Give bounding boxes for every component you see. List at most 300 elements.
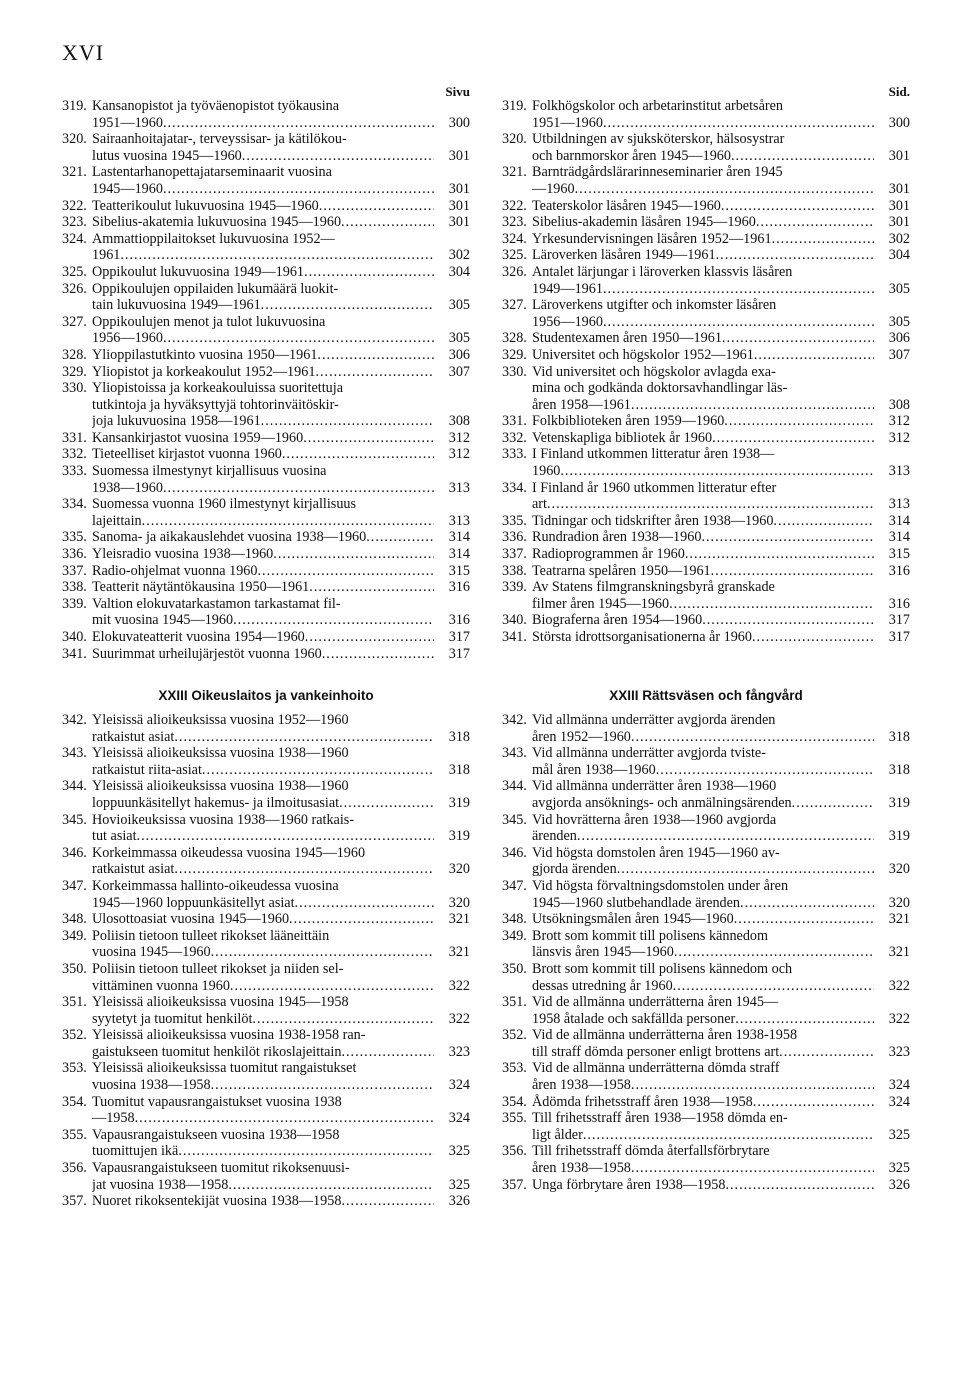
entry-body [92, 745, 470, 778]
entry-line [532, 314, 910, 331]
entry-number: 335. [62, 529, 87, 546]
entry-text: Biograferna åren 1954—1960 [532, 612, 703, 629]
dot-leader [303, 430, 434, 447]
page-ref: 320 [888, 861, 910, 878]
entry-body [532, 712, 910, 745]
entry-line [532, 579, 910, 596]
page-ref: 325 [448, 1176, 470, 1193]
entry-text: Folkbiblioteken åren 1959—1960 [532, 413, 725, 430]
toc-entry [502, 928, 910, 961]
entry-text: ratkaistut asiat [92, 861, 175, 878]
entry-text: Yleisissä alioikeuksissa tuomitut rangaistukset [92, 1060, 357, 1077]
entry-line [92, 1110, 470, 1127]
entry-text: 1956—1960 [532, 313, 603, 330]
entry-body [92, 198, 470, 215]
entry-text: jat vuosina 1938—1958 [92, 1176, 229, 1193]
entry-number: 336. [502, 529, 527, 546]
entry-text: Yleisissä alioikeuksissa vuosina 1945—1958 [92, 994, 349, 1011]
entry-text: Suurimmat urheilujärjestöt vuonna 1960 [92, 645, 322, 662]
entry-text: Oppikoulujen oppilaiden lukumäärä luokit- [92, 280, 339, 297]
entry-body [92, 364, 470, 381]
entry-body [532, 347, 910, 364]
dot-leader [701, 529, 874, 546]
entry-line [532, 1160, 910, 1177]
entry-body [92, 646, 470, 663]
entry-body [92, 994, 470, 1027]
toc-entry [62, 546, 470, 563]
entry-text: Vid högsta förvaltningsdomstolen under åren [532, 877, 789, 894]
entry-body [92, 712, 470, 745]
dot-leader [722, 330, 874, 347]
entry-line [92, 1011, 470, 1028]
entry-body [532, 579, 910, 612]
entry-text: tutkintoja ja hyväksyttyjä tohtorinväitöskir- [92, 396, 339, 413]
entry-line [92, 629, 470, 646]
entry-line [532, 612, 910, 629]
page-ref: 301 [888, 197, 910, 214]
entry-number: 350. [502, 960, 527, 977]
entry-body [532, 330, 910, 347]
entry-number: 328. [62, 346, 87, 363]
dot-leader [575, 181, 874, 198]
entry-line [532, 944, 910, 961]
entry-text: åren 1952—1960 [532, 728, 631, 745]
entry-text: Vid de allmänna underrätterna åren 1945— [532, 994, 779, 1011]
entry-number: 323. [502, 214, 527, 231]
entry-line [532, 745, 910, 762]
entry-number: 331. [62, 429, 87, 446]
toc-entry [502, 364, 910, 414]
dot-leader [341, 1044, 434, 1061]
entry-text: Sibelius-akatemia lukuvuosina 1945—1960 [92, 214, 342, 231]
entry-number: 343. [502, 745, 527, 762]
section-title: XXIII Rättsväsen och fångvård [609, 688, 803, 703]
entry-text: syytetyt ja tuomitut henkilöt [92, 1010, 253, 1027]
entry-number: 320. [62, 131, 87, 148]
dot-leader [322, 646, 434, 663]
entry-line [532, 911, 910, 928]
entry-text: vuosina 1938—1958 [92, 1077, 211, 1094]
entry-body [92, 579, 470, 596]
entry-body [92, 380, 470, 430]
page-ref: 300 [888, 114, 910, 131]
entry-line [532, 712, 910, 729]
dot-leader [137, 828, 434, 845]
entry-body [532, 131, 910, 164]
page-ref: 313 [888, 496, 910, 513]
page-ref: 304 [448, 263, 470, 280]
entry-text: Sibelius-akademin läsåren 1945—1960 [532, 214, 756, 231]
toc-entry [502, 513, 910, 530]
entry-text: Universitet och högskolor 1952—1961 [532, 346, 754, 363]
page-ref: 319 [888, 828, 910, 845]
dot-leader [724, 413, 874, 430]
toc-entry [62, 646, 470, 663]
entry-body [92, 1060, 470, 1093]
entry-line [532, 812, 910, 829]
entry-body [92, 231, 470, 264]
entry-number: 354. [502, 1093, 527, 1110]
page-ref: 316 [888, 562, 910, 579]
page-ref: 301 [448, 197, 470, 214]
entry-text: ratkaistut asiat [92, 728, 175, 745]
dot-leader [772, 231, 874, 248]
entry-number: 333. [62, 463, 87, 480]
entry-text: Oppikoulut lukuvuosina 1949—1961 [92, 263, 305, 280]
entry-text: Poliisin tietoon tulleet rikokset ja niiden sel- [92, 960, 344, 977]
entry-line [532, 364, 910, 381]
entry-text: Till frihetsstraff dömda återfallsförbrytare [532, 1143, 770, 1160]
entry-number: 322. [62, 197, 87, 214]
entry-line [532, 480, 910, 497]
entry-number: 345. [62, 811, 87, 828]
entry-line [92, 247, 470, 264]
section-title: XXIII Oikeuslaitos ja vankeinhoito [158, 688, 374, 703]
entry-number: 326. [502, 263, 527, 280]
dot-leader [341, 214, 434, 231]
dot-leader [273, 546, 434, 563]
entry-body [532, 264, 910, 297]
entry-text: Yliopistot ja korkeakoulut 1952—1961 [92, 363, 316, 380]
entry-line [92, 297, 470, 314]
entry-text: filmer åren 1945—1960 [532, 595, 670, 612]
dot-leader [656, 762, 874, 779]
entry-body [532, 1110, 910, 1143]
entry-text: 1958 åtalade och sakfällda personer [532, 1010, 736, 1027]
page-ref: 308 [888, 396, 910, 413]
entry-text: Yleisissä alioikeuksissa vuosina 1938-1958 ran- [92, 1027, 366, 1044]
entry-text: Av Statens filmgranskningsbyrå granskade [532, 579, 775, 596]
page-ref: 302 [888, 230, 910, 247]
page-ref: 301 [448, 180, 470, 197]
page-ref: 307 [888, 346, 910, 363]
entry-number: 354. [62, 1093, 87, 1110]
entry-text: och barnmorskor åren 1945—1960 [532, 147, 731, 164]
entry-number: 332. [62, 446, 87, 463]
toc-entry [62, 1060, 470, 1093]
dot-leader [261, 413, 434, 430]
entry-body [92, 529, 470, 546]
entry-text: Suomessa vuonna 1960 ilmestynyt kirjallisuus [92, 496, 357, 513]
entry-number: 347. [502, 877, 527, 894]
entry-body [532, 480, 910, 513]
entry-number: 324. [62, 230, 87, 247]
entry-number: 352. [62, 1027, 87, 1044]
entry-body [532, 778, 910, 811]
entry-text: gaistukseen tuomitut henkilöt rikoslajeittain [92, 1043, 342, 1060]
finnish-column [62, 84, 470, 1354]
entry-body [92, 911, 470, 928]
entry-number: 346. [62, 844, 87, 861]
entry-text: Yleisissä alioikeuksissa vuosina 1952—1960 [92, 712, 349, 728]
page-ref: 313 [888, 463, 910, 480]
column-head: Sid. [888, 84, 910, 99]
toc-entry [62, 198, 470, 215]
toc-entry [502, 480, 910, 513]
toc-list-top [502, 98, 910, 646]
page-ref: 322 [448, 1010, 470, 1027]
entry-text: lutus vuosina 1945—1960 [92, 147, 242, 164]
entry-text: tuomittujen ikä [92, 1143, 179, 1160]
entry-number: 334. [62, 496, 87, 513]
entry-body [532, 446, 910, 479]
entry-line [532, 895, 910, 912]
entry-body [92, 1094, 470, 1127]
toc-entry [62, 231, 470, 264]
entry-number: 339. [62, 595, 87, 612]
entry-line [92, 164, 470, 181]
entry-body [92, 347, 470, 364]
entry-line [532, 778, 910, 795]
dot-leader [631, 1160, 874, 1177]
entry-line [92, 513, 470, 530]
entry-body [532, 430, 910, 447]
entry-line [92, 812, 470, 829]
page-ref: 307 [448, 363, 470, 380]
toc-entry [62, 579, 470, 596]
page-ref: 321 [888, 911, 910, 928]
entry-body [532, 1177, 910, 1194]
dot-leader [685, 546, 874, 563]
entry-text: 1945—1960 loppuunkäsitellyt asiat [92, 894, 295, 911]
entry-line [92, 231, 470, 248]
page-ref: 319 [888, 794, 910, 811]
entry-line [532, 861, 910, 878]
entry-line [532, 529, 910, 546]
toc-entry [502, 131, 910, 164]
entry-number: 340. [502, 612, 527, 629]
page-ref: 317 [888, 629, 910, 645]
entry-text: Teatterikoulut lukuvuosina 1945—1960 [92, 197, 319, 214]
entry-text: Läroverkens utgifter och inkomster läsåren [532, 297, 777, 314]
entry-line [532, 1177, 910, 1194]
entry-text: Yliopistoissa ja korkeakouluissa suoritettuja [92, 380, 344, 397]
toc-entry [62, 1127, 470, 1160]
entry-line [92, 1044, 470, 1061]
entry-line [532, 563, 910, 580]
toc-entry [502, 1060, 910, 1093]
entry-text: Teatterit näytäntökausina 1950—1961 [92, 579, 310, 596]
dot-leader [792, 795, 874, 812]
page-ref: 306 [888, 330, 910, 347]
entry-number: 349. [62, 927, 87, 944]
dot-leader [560, 463, 874, 480]
toc-entry [62, 314, 470, 347]
entry-line [532, 1044, 910, 1061]
toc-entry [502, 330, 910, 347]
entry-text: Lastentarhanopettajatarseminaarit vuosina [92, 164, 332, 181]
toc-entry [502, 264, 910, 297]
entry-text: mit vuosina 1945—1960 [92, 612, 234, 629]
entry-line [532, 513, 910, 530]
entry-number: 353. [62, 1060, 87, 1077]
entry-text: gjorda ärenden [532, 861, 617, 878]
entry-number: 331. [502, 413, 527, 430]
entry-body [92, 1027, 470, 1060]
toc-entry [502, 563, 910, 580]
page-ref: 301 [888, 180, 910, 197]
entry-text: åren 1938—1958 [532, 1160, 631, 1177]
toc-entry [502, 413, 910, 430]
entry-body [532, 247, 910, 264]
toc-entry [502, 629, 910, 646]
entry-number: 327. [62, 313, 87, 330]
toc-entry [62, 380, 470, 430]
entry-line [92, 496, 470, 513]
entry-text: tain lukuvuosina 1949—1961 [92, 297, 261, 314]
entry-text: Brott som kommit till polisens kännedom och [532, 960, 793, 977]
entry-body [532, 364, 910, 414]
entry-line [532, 148, 910, 165]
dot-leader [547, 496, 874, 513]
entry-text: Yleisissä alioikeuksissa vuosina 1938—1960 [92, 778, 349, 795]
toc-entry [62, 1160, 470, 1193]
entry-number: 321. [62, 164, 87, 181]
entry-body [92, 1160, 470, 1193]
toc-entry [502, 1177, 910, 1194]
entry-line [532, 496, 910, 513]
entry-number: 335. [502, 512, 527, 529]
entry-text: ärenden [532, 828, 577, 845]
entry-text: Utbildningen av sjuksköterskor, hälsosystrar [532, 131, 785, 148]
toc-list-bottom [62, 712, 470, 1210]
entry-line [92, 795, 470, 812]
entry-text: Vid allmänna underrätter åren 1938—1960 [532, 778, 777, 795]
entry-line [532, 380, 910, 397]
page-ref: 316 [888, 595, 910, 612]
entry-number: 328. [502, 330, 527, 347]
toc-entry [62, 529, 470, 546]
entry-text: Vid de allmänna underrätterna dömda straff [532, 1060, 780, 1077]
entry-line [532, 98, 910, 115]
toc-entry [62, 928, 470, 961]
page-ref: 325 [888, 1160, 910, 1177]
dot-leader [711, 563, 874, 580]
entry-line [92, 1193, 470, 1210]
entry-body [92, 812, 470, 845]
entry-body [532, 1027, 910, 1060]
entry-text: dessas utredning år 1960 [532, 977, 673, 994]
page-ref: 315 [888, 546, 910, 563]
entry-line [92, 330, 470, 347]
entry-line [92, 878, 470, 895]
toc-entry [502, 812, 910, 845]
entry-line [532, 247, 910, 264]
page-ref: 316 [448, 612, 470, 629]
dot-leader [163, 330, 434, 347]
entry-text: åren 1958—1961 [532, 396, 631, 413]
entry-text: 1945—1960 slutbehandlade ärenden [532, 894, 741, 911]
entry-line [92, 314, 470, 331]
entry-text: Tidningar och tidskrifter åren 1938—1960 [532, 512, 774, 529]
page-ref: 305 [888, 313, 910, 330]
entry-line [92, 828, 470, 845]
entry-number: 348. [62, 911, 87, 928]
entry-text: Ådömda frihetsstraff åren 1938—1958 [532, 1093, 753, 1110]
page-ref: 306 [448, 346, 470, 363]
toc-entry [62, 812, 470, 845]
page-ref: 320 [448, 894, 470, 911]
entry-line [92, 745, 470, 762]
dot-leader [674, 944, 874, 961]
entry-text: Brott som kommit till polisens kännedom [532, 927, 769, 944]
entry-body [92, 98, 470, 131]
dot-leader [731, 148, 874, 165]
toc-entry [502, 745, 910, 778]
entry-line [532, 131, 910, 148]
entry-line [92, 845, 470, 862]
entry-text: joja lukuvuosina 1958—1961 [92, 413, 261, 430]
toc-entry [62, 496, 470, 529]
entry-line [532, 198, 910, 215]
entry-body [92, 629, 470, 646]
entry-line [92, 98, 470, 115]
entry-number: 356. [62, 1160, 87, 1177]
toc-entry [502, 297, 910, 330]
entry-text: Vid allmänna underrätter avgjorda tviste- [532, 745, 766, 762]
entry-number: 332. [502, 429, 527, 446]
entry-line [92, 563, 470, 580]
page-ref: 301 [448, 147, 470, 164]
toc-entry [62, 563, 470, 580]
page-ref: 318 [448, 728, 470, 745]
entry-body [92, 463, 470, 496]
entry-text: Ammattioppilaitokset lukuvuosina 1952— [92, 230, 335, 247]
entry-body [92, 264, 470, 281]
entry-line [92, 529, 470, 546]
entry-text: Till frihetsstraff åren 1938—1958 dömda en- [532, 1110, 788, 1127]
entry-body [532, 413, 910, 430]
toc-entry [502, 214, 910, 231]
column-head: Sivu [445, 84, 470, 99]
dot-leader [673, 978, 874, 995]
entry-body [92, 430, 470, 447]
dot-leader [779, 1044, 874, 1061]
page-ref: 318 [888, 728, 910, 745]
dot-leader [341, 1193, 434, 1210]
entry-text: Vid de allmänna underrätterna åren 1938-1958 [532, 1027, 798, 1044]
entry-body [532, 612, 910, 629]
entry-text: Korkeimmassa hallinto-oikeudessa vuosina [92, 877, 339, 894]
toc-entry [502, 198, 910, 215]
entry-line [92, 911, 470, 928]
toc-entry [502, 845, 910, 878]
entry-line [532, 828, 910, 845]
toc-entry [502, 231, 910, 248]
page-ref: 313 [448, 479, 470, 496]
entry-number: 337. [62, 562, 87, 579]
toc-entry [62, 347, 470, 364]
dot-leader [295, 895, 434, 912]
dot-leader [252, 1011, 434, 1028]
entry-body [92, 878, 470, 911]
toc-entry [62, 745, 470, 778]
page-ref: 312 [448, 446, 470, 463]
dot-leader [174, 861, 434, 878]
entry-number: 339. [502, 579, 527, 596]
entry-body [532, 297, 910, 330]
entry-line [532, 430, 910, 447]
entry-text: 1951—1960 [92, 114, 163, 131]
toc-entry [502, 994, 910, 1027]
entry-body [532, 98, 910, 131]
entry-number: 340. [62, 629, 87, 645]
entry-number: 355. [502, 1110, 527, 1127]
entry-line [92, 944, 470, 961]
entry-body [532, 745, 910, 778]
entry-text: Teaterskolor läsåren 1945—1960 [532, 197, 721, 214]
entry-number: 321. [502, 164, 527, 181]
